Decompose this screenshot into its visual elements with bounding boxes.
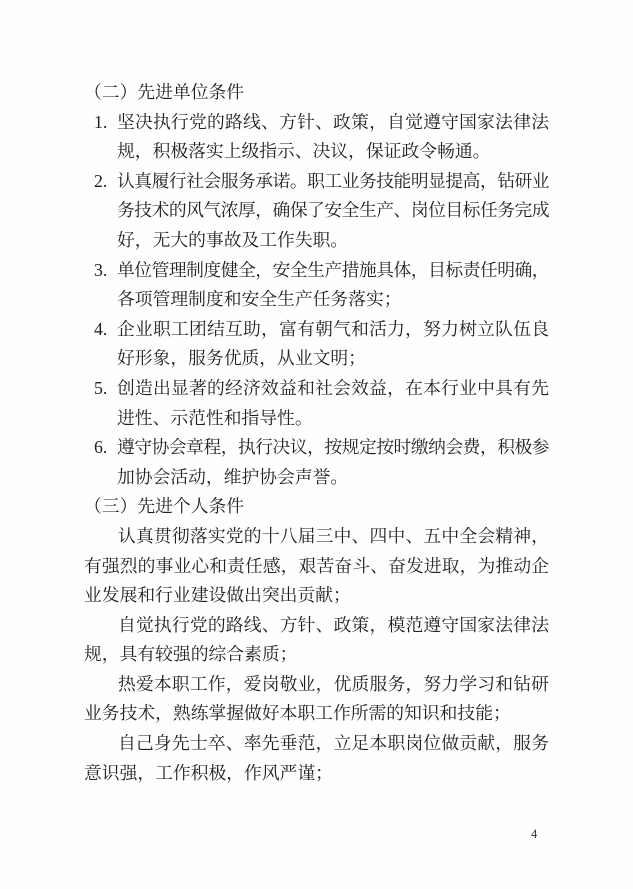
- text-line: 规，积极落实上级指示、决议，保证政令畅通。: [117, 141, 491, 162]
- numbered-item-6: [84, 433, 549, 492]
- text-line: 企业职工团结互助，富有朝气和活力，努力树立队伍良: [117, 318, 549, 339]
- numbered-item-5: [84, 374, 549, 433]
- text-line: 各项管理制度和安全生产任务落实；: [117, 289, 402, 310]
- item-number: 5.: [94, 377, 108, 398]
- item-number: 2.: [94, 170, 108, 191]
- text-line: 认真履行社会服务承诺。职工业务技能明显提高，钻研业: [117, 170, 549, 191]
- paragraph-4: [84, 729, 549, 788]
- document-body: [84, 78, 549, 788]
- item-number: 6.: [94, 437, 108, 458]
- text-line: 业发展和行业建设做出突出贡献；: [84, 585, 351, 606]
- item-number: 1.: [94, 111, 108, 132]
- text-line: 规，具有较强的综合素质；: [84, 644, 298, 665]
- numbered-item-4: [84, 315, 549, 374]
- text-line: 创造出显著的经济效益和社会效益，在本行业中具有先: [117, 377, 549, 398]
- text-line: 认真贯彻落实党的十八届三中、四中、五中全会精神，: [118, 525, 549, 546]
- item-number: 3.: [94, 259, 108, 280]
- numbered-item-2: [84, 167, 549, 256]
- text-line: 业务技术，熟练掌握做好本职工作所需的知识和技能；: [84, 703, 511, 724]
- text-line: 好，无大的事故及工作失职。: [117, 229, 349, 250]
- text-line: 遵守协会章程，执行决议，按规定按时缴纳会费，积极参: [117, 437, 549, 458]
- numbered-item-3: [84, 256, 549, 315]
- text-line: 好形象，服务优质，从业文明；: [117, 348, 366, 369]
- paragraph-3: [84, 670, 549, 729]
- text-line: 自己身先士卒、率先垂范，立足本职岗位做贡献，服务: [118, 733, 549, 754]
- paragraph-2: [84, 611, 549, 670]
- paragraph-1: [84, 522, 549, 611]
- text-line: 单位管理制度健全，安全生产措施具体，目标责任明确，: [117, 259, 549, 280]
- text-line: 坚决执行党的路线、方针、政策，自觉遵守国家法律法: [117, 111, 549, 132]
- section-heading-individual: （三）先进个人条件: [84, 496, 245, 517]
- text-line: 热爱本职工作，爱岗敬业，优质服务，努力学习和钻研: [118, 673, 549, 694]
- text-line: 意识强，工作积极，作风严谨；: [84, 762, 333, 783]
- text-line: 务技术的风气浓厚，确保了安全生产、岗位目标任务完成: [117, 200, 549, 221]
- text-line: 加协会活动，维护协会声誉。: [117, 466, 349, 487]
- text-line: 自觉执行党的路线、方针、政策，模范遵守国家法律法: [118, 614, 549, 635]
- numbered-item-1: [84, 108, 549, 167]
- text-line: 进性、示范性和指导性。: [117, 407, 313, 428]
- page-number: 4: [531, 827, 538, 841]
- text-line: 有强烈的事业心和责任感，艰苦奋斗、奋发进取，为推动企: [84, 555, 549, 576]
- section-heading-unit: （二）先进单位条件: [84, 82, 245, 102]
- item-number: 4.: [94, 318, 108, 339]
